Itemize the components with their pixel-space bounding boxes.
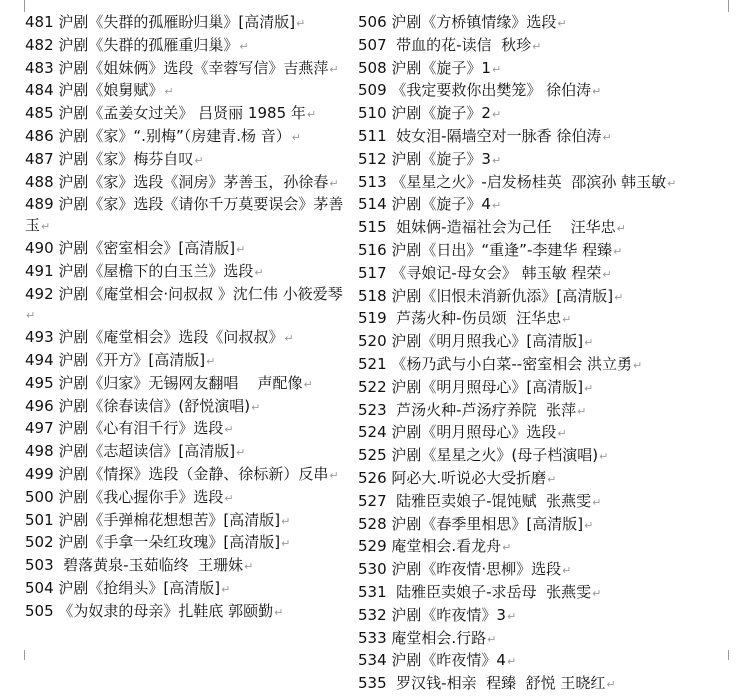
paragraph-mark-icon: ↵: [303, 377, 313, 391]
list-item: [25, 261, 345, 284]
paragraph-mark-icon: ↵: [577, 404, 587, 418]
paragraph-mark-icon: ↵: [491, 153, 502, 167]
list-item: [25, 578, 345, 601]
paragraph-mark-icon: ↵: [291, 130, 301, 144]
list-item: [25, 149, 345, 172]
list-item: [25, 35, 345, 58]
paragraph-mark-icon: ↵: [251, 400, 261, 414]
list-item-text: 494 沪剧《开方》[高清版]: [25, 350, 206, 369]
paragraph-mark-icon: ↵: [329, 468, 339, 482]
list-item-text: 520 沪剧《明月照我心》[高清版]: [358, 332, 584, 351]
list-item: [358, 354, 723, 377]
list-item: [25, 103, 345, 126]
paragraph-mark-icon: ↵: [547, 472, 557, 486]
list-item-text: 508 沪剧《旋子》1: [358, 58, 491, 77]
paragraph-mark-icon: ↵: [296, 17, 306, 30]
list-item: [25, 12, 345, 35]
list-item-text: 496 沪剧《徐春读信》(舒悦演唱): [25, 396, 251, 415]
list-item: [25, 350, 345, 373]
list-item: [358, 605, 723, 628]
list-item-text: 488 沪剧《家》选段《洞房》茅善玉，孙徐春: [25, 172, 329, 191]
paragraph-mark-icon: ↵: [584, 381, 594, 395]
paragraph-mark-icon: ↵: [667, 176, 677, 190]
list-item: [358, 445, 723, 468]
paragraph-mark-icon: ↵: [306, 108, 317, 122]
list-item-text: 526 阿必大.听说必大受折磨: [358, 468, 547, 487]
list-item-text: 504 沪剧《抢绢头》[高清版]: [25, 578, 221, 597]
crop-mark-bottom-right: [728, 650, 739, 660]
paragraph-mark-icon: ↵: [606, 678, 616, 692]
paragraph-mark-icon: ↵: [584, 336, 594, 350]
paragraph-mark-icon: ↵: [557, 427, 567, 441]
list-item-text: 499 沪剧《情探》选段（金静、徐标新）反串: [25, 464, 329, 483]
list-item-text: 527 陆雅臣卖娘子-馄饨赋 张燕雯: [358, 491, 592, 510]
list-item-text: 518 沪剧《旧恨未消新仇添》[高清版]: [358, 286, 614, 305]
paragraph-mark-icon: ↵: [284, 332, 294, 346]
list-item: [25, 327, 345, 350]
list-item: [358, 331, 723, 354]
list-item-text: 523 芦汤火种-芦汤疗养院 张萍: [358, 400, 577, 419]
list-item-text: 515 姐妹俩-造福社会为己任 汪华忠: [358, 218, 616, 237]
paragraph-mark-icon: ↵: [329, 176, 339, 190]
list-item-text: 512 沪剧《旋子》3: [358, 149, 491, 168]
list-item: [358, 582, 723, 605]
list-item: [358, 80, 723, 103]
paragraph-mark-icon: ↵: [562, 313, 572, 327]
paragraph-mark-icon: ↵: [584, 518, 594, 532]
list-item: [25, 555, 345, 578]
paragraph-mark-icon: ↵: [487, 632, 497, 646]
list-item-text: 483 沪剧《姐妹俩》选段《幸蓉写信》吉燕萍: [25, 58, 329, 77]
list-item-text: 530 沪剧《昨夜情·思柳》选段: [358, 560, 562, 579]
list-item-text: 511 妓女泪-隔墙空对一脉香 徐伯涛: [358, 126, 602, 145]
list-item-text: 535 罗汉钱-相亲 程臻 舒悦 王晓红: [358, 674, 606, 693]
paragraph-mark-icon: ↵: [491, 62, 502, 76]
list-item-text: 521 《杨乃武与小白菜--密室相会 洪立勇: [358, 354, 632, 373]
list-item-text: 522 沪剧《明月照母心》[高清版]: [358, 377, 584, 396]
list-item-text: 492 沪剧《庵堂相会·问叔叔 》沈仁伟 小筱爱琴: [25, 284, 343, 303]
list-item-text: 497 沪剧《心有泪千行》选段: [25, 419, 224, 438]
list-item-text: 525 沪剧《星星之火》(母子档演唱): [358, 446, 599, 465]
paragraph-mark-icon: ↵: [602, 267, 612, 281]
list-item-text: 513 《星星之火》-启发杨桂英 邵滨孙 韩玉敏: [358, 172, 667, 191]
paragraph-mark-icon: ↵: [592, 85, 602, 99]
list-item: [358, 35, 723, 58]
paragraph-mark-icon: ↵: [41, 220, 51, 234]
paragraph-mark-icon: ↵: [602, 130, 612, 144]
list-item: [25, 58, 345, 81]
list-item-text: 510 沪剧《旋子》2: [358, 104, 491, 123]
list-item: [25, 373, 345, 396]
list-item: [25, 601, 345, 624]
paragraph-mark-icon: ↵: [274, 605, 284, 619]
list-item: [25, 441, 345, 464]
paragraph-mark-icon: ↵: [164, 85, 174, 99]
paragraph-mark-icon: ↵: [236, 446, 246, 460]
list-item-text: 529 庵堂相会.看龙舟: [358, 537, 502, 556]
list-item: [25, 80, 345, 103]
list-item-text: 502 沪剧《手拿一朵红玫瑰》[高清版]: [25, 533, 281, 552]
left-column-list: [25, 12, 345, 624]
paragraph-mark-icon: ↵: [329, 62, 339, 76]
list-item: [25, 126, 345, 149]
paragraph-mark-icon: ↵: [592, 495, 602, 509]
paragraph-mark-icon: ↵: [506, 655, 517, 669]
paragraph-mark-icon: ↵: [592, 586, 602, 600]
list-item: [25, 418, 345, 441]
list-item-text: 481 沪剧《失群的孤雁盼归巢》[高清版]: [25, 13, 296, 31]
paragraph-mark-icon: ↵: [26, 309, 36, 323]
list-item: [358, 217, 723, 240]
list-item-text: 500 沪剧《我心握你手》选段: [25, 487, 224, 506]
list-item: [25, 284, 345, 328]
list-item: [358, 240, 723, 263]
list-item-text: 507 带血的花-读信 秋珍: [358, 35, 532, 54]
paragraph-mark-icon: ↵: [281, 537, 291, 551]
list-item: [358, 422, 723, 445]
list-item: [358, 400, 723, 423]
paragraph-mark-icon: ↵: [532, 39, 542, 53]
list-item-text: 484 沪剧《娘舅赋》: [25, 81, 164, 100]
list-item: [358, 650, 723, 673]
list-item: [25, 532, 345, 555]
list-item: [25, 172, 345, 195]
list-item: [358, 263, 723, 286]
list-item-text: 482 沪剧《失群的孤雁重归巢》: [25, 35, 239, 54]
right-column-list: [358, 12, 723, 696]
paragraph-mark-icon: ↵: [254, 265, 264, 279]
list-item: [358, 103, 723, 126]
list-item-text: 491 沪剧《屋檐下的白玉兰》选段: [25, 261, 254, 280]
list-item: [358, 559, 723, 582]
list-item: [25, 487, 345, 510]
paragraph-mark-icon: ↵: [616, 222, 626, 236]
list-item-text: 532 沪剧《昨夜情》3: [358, 605, 506, 624]
list-item-text: 490 沪剧《密室相会》[高清版]: [25, 238, 236, 257]
list-item: [25, 396, 345, 419]
list-item: [358, 468, 723, 491]
list-item-text: 495 沪剧《归家》无锡网友翻唱 声配像: [25, 373, 303, 392]
list-item: [358, 126, 723, 149]
paragraph-mark-icon: ↵: [206, 354, 216, 368]
list-item: [358, 172, 723, 195]
list-item: [358, 673, 723, 696]
paragraph-mark-icon: ↵: [562, 564, 572, 578]
list-item-text: 505 《为奴隶的母亲》扎鞋底 郭颐勤: [25, 601, 274, 620]
list-item: [358, 514, 723, 537]
list-item-text: 528 沪剧《春季里相思》[高清版]: [358, 514, 584, 533]
list-item-text: 531 陆雅臣卖娘子-求岳母 张燕雯: [358, 582, 592, 601]
paragraph-mark-icon: ↵: [491, 199, 502, 213]
list-item-text: 519 芦荡火种-伤员颂 汪华忠: [358, 309, 562, 328]
crop-mark-top-left: [14, 0, 25, 12]
paragraph-mark-icon: ↵: [633, 358, 643, 372]
list-item: [358, 536, 723, 559]
list-item: [358, 149, 723, 172]
list-item: [358, 491, 723, 514]
list-item: [358, 286, 723, 309]
list-item: [358, 377, 723, 400]
list-item-text: 514 沪剧《旋子》4: [358, 195, 491, 214]
paragraph-mark-icon: ↵: [224, 491, 234, 505]
list-item-text: 493 沪剧《庵堂相会》选段《问叔叔》: [25, 328, 284, 347]
list-item-text: 516 沪剧《日出》“重逢”-李建华 程臻: [358, 240, 613, 259]
list-item: [25, 194, 345, 238]
paragraph-mark-icon: ↵: [506, 609, 517, 623]
list-item-text: 517 《寻娘记-母女会》 韩玉敏 程荣: [358, 263, 602, 282]
list-item-text: 506 沪剧《方桥镇情缘》选段: [358, 13, 557, 31]
list-item-text: 489 沪剧《家》选段《请你千万莫要误会》茅善玉: [25, 195, 344, 235]
paragraph-mark-icon: ↵: [491, 108, 502, 122]
list-item-text: 485 沪剧《孟姜女过关》 吕贤丽 1985 年: [25, 104, 306, 123]
crop-mark-bottom-left: [14, 650, 25, 660]
list-item: [25, 510, 345, 533]
list-item: [358, 628, 723, 651]
paragraph-mark-icon: ↵: [244, 560, 254, 574]
list-item: [358, 12, 723, 35]
paragraph-mark-icon: ↵: [236, 242, 246, 256]
paragraph-mark-icon: ↵: [613, 244, 623, 258]
list-item-text: 498 沪剧《志超读信》[高清版]: [25, 442, 236, 461]
list-item: [25, 464, 345, 487]
list-item: [358, 308, 723, 331]
list-item-text: 503 碧落黄泉-玉茹临终 王珊妹: [25, 556, 244, 575]
list-item-text: 487 沪剧《家》梅芬自叹: [25, 149, 194, 168]
paragraph-mark-icon: ↵: [239, 39, 249, 53]
paragraph-mark-icon: ↵: [281, 514, 291, 528]
paragraph-mark-icon: ↵: [557, 17, 567, 30]
list-item-text: 501 沪剧《手弹棉花想想苦》[高清版]: [25, 510, 281, 529]
crop-mark-top-right: [728, 0, 739, 12]
list-item: [358, 194, 723, 217]
paragraph-mark-icon: ↵: [224, 423, 234, 437]
list-item-text: 534 沪剧《昨夜情》4: [358, 651, 506, 670]
paragraph-mark-icon: ↵: [614, 290, 624, 304]
paragraph-mark-icon: ↵: [221, 582, 231, 596]
list-item-text: 509 《我定要救你出樊笼》 徐伯涛: [358, 81, 592, 100]
list-item: [25, 238, 345, 261]
list-item: [358, 58, 723, 81]
paragraph-mark-icon: ↵: [502, 541, 512, 555]
list-item-text: 486 沪剧《家》“.别梅”（房建青.杨 音）: [25, 126, 291, 145]
paragraph-mark-icon: ↵: [194, 153, 204, 167]
paragraph-mark-icon: ↵: [599, 450, 609, 464]
list-item-text: 533 庵堂相会.行路: [358, 628, 487, 647]
list-item-text: 524 沪剧《明月照母心》选段: [358, 423, 557, 442]
